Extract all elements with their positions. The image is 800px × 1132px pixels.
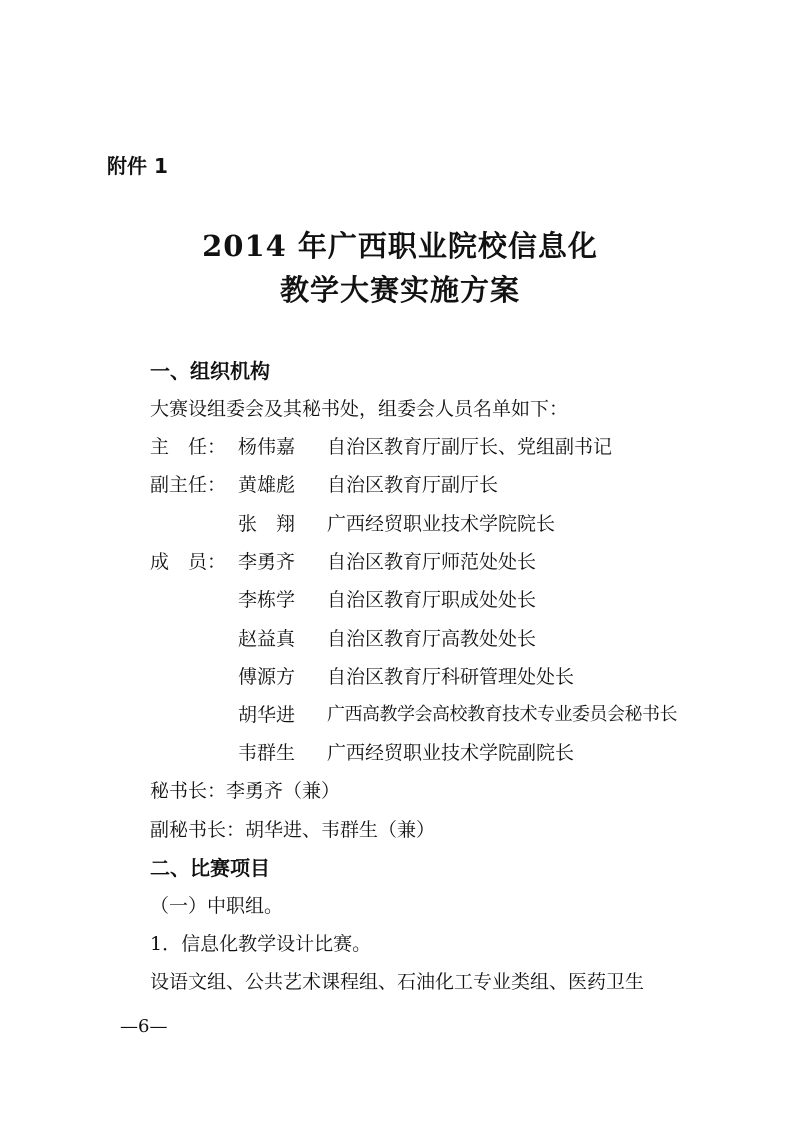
member-name: 赵益真: [238, 628, 296, 650]
item-teaching-design: 1．信息化教学设计比赛。: [150, 933, 372, 955]
member-post: 广西高教学会高校教育技术专业委员会秘书长: [327, 704, 677, 725]
member-post: 自治区教育厅科研管理处处长: [327, 666, 575, 688]
deputy-secretary-general-line: 副秘书长：胡华进、韦群生（兼）: [150, 819, 436, 841]
member-name: 韦群生: [238, 742, 296, 764]
member-post: 自治区教育厅副厅长、党组副书记: [327, 436, 613, 458]
member-name: 黄雄彪: [238, 474, 296, 496]
member-name: 胡华进: [238, 704, 296, 726]
member-role: 主 任：: [150, 436, 227, 458]
subsection-secondary-group: （一）中职组。: [150, 895, 284, 917]
member-post: 自治区教育厅副厅长: [327, 474, 499, 496]
member-name: 杨伟嘉: [238, 436, 296, 458]
member-post: 自治区教育厅高教处处长: [327, 628, 537, 650]
member-role: 副主任：: [150, 474, 227, 496]
member-post: 自治区教育厅师范处处长: [327, 551, 537, 573]
member-name: 李栋学: [238, 589, 296, 611]
member-name: 张 翔: [238, 513, 296, 535]
member-post: 自治区教育厅职成处处长: [327, 589, 537, 611]
item-teaching-design-text: 设语文组、公共艺术课程组、石油化工专业类组、医药卫生: [150, 971, 645, 993]
attachment-label: 附件 1: [107, 154, 168, 178]
member-name: 李勇齐: [238, 551, 296, 573]
member-name: 傅源方: [238, 666, 296, 688]
intro-paragraph: 大赛设组委会及其秘书处，组委会人员名单如下：: [150, 398, 569, 420]
member-post: 广西经贸职业技术学院副院长: [327, 742, 575, 764]
document-title-line-2: 教学大赛实施方案: [279, 273, 520, 307]
member-post: 广西经贸职业技术学院院长: [327, 513, 556, 535]
document-title-line-1: 2014 年广西职业院校信息化: [202, 229, 598, 263]
section-heading-organization: 一、组织机构: [150, 359, 270, 383]
secretary-general-line: 秘书长：李勇齐（兼）: [150, 780, 341, 802]
section-heading-competition: 二、比赛项目: [150, 856, 270, 880]
member-role: 成 员：: [150, 551, 227, 573]
page-number: —6—: [120, 1016, 168, 1037]
